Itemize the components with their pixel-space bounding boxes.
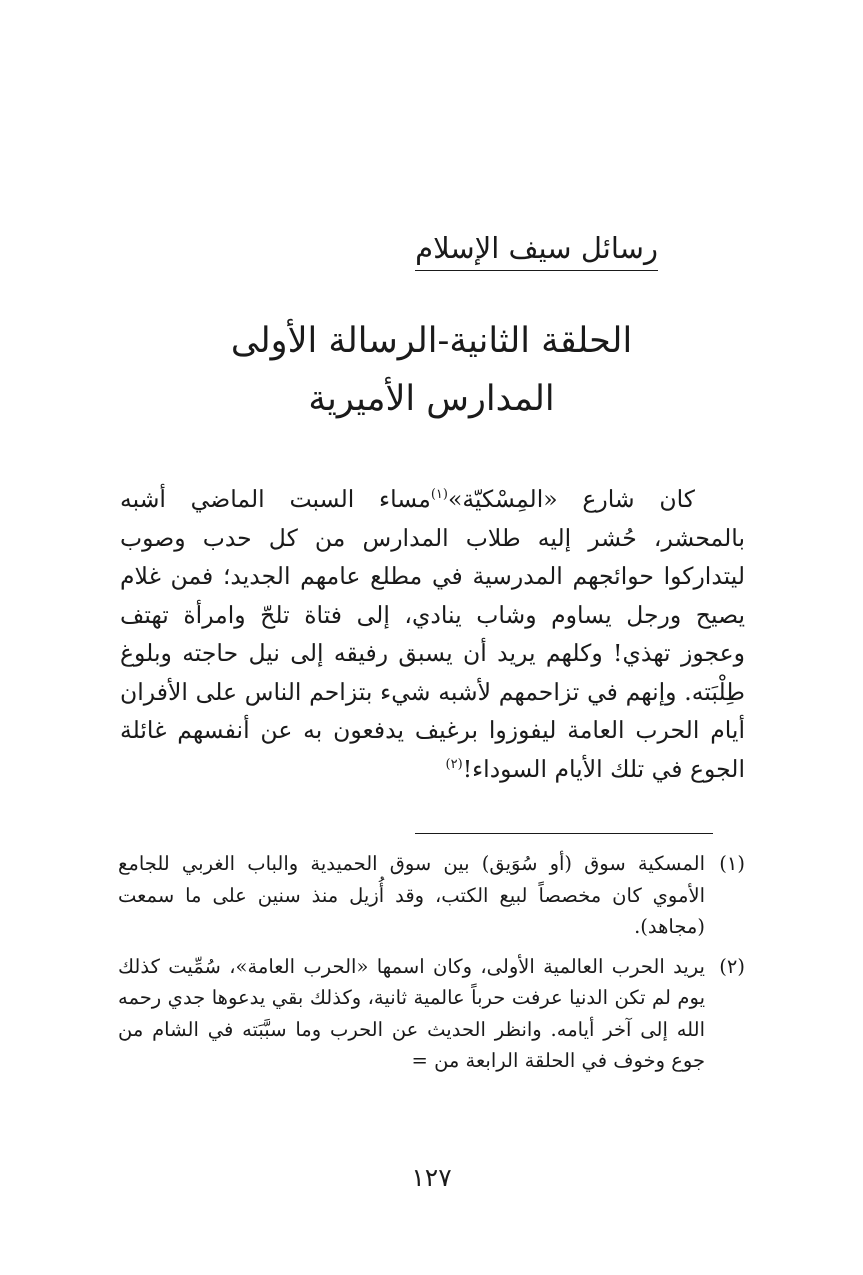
chapter-title-line-1: الحلقة الثانية-الرسالة الأولى [230, 321, 633, 361]
footnote-number: (٢) [719, 954, 745, 978]
footnote-text: المسكية سوق (أو سُوَيق) بين سوق الحميدية والباب الغربي للجامع الأموي كان مخصصاً لبيع الكتب، وقد أُزيل منذ سنين على ما سمعت (مجاهد). [118, 852, 705, 938]
body-text [120, 480, 745, 788]
footnote-2 [118, 951, 745, 1077]
body-text-part-2: مساء السبت الماضي أشبه بالمحشر، حُشر إليه طلاب المدارس من كل حدب وصوب ليتداركوا حوائجهم المدرسية في مطلع عامهم الجديد؛ فمن غلام يصيح ورجل يساوم وشاب ينادي، إلى فتاة تلحّ وامرأة تهتف وعجوز تهذي! وكلهم يريد أن يسبق رفيقه إلى نيل حاجته وبلوغ طِلْبَته. وإنهم في تزاحمهم لأشبه شيء بتزاحم الناس على الأفران أيام الحرب العامة ليفوزوا برغيف يدفعون به عن أنفسهم غائلة الجوع في تلك الأيام السوداء! [120, 485, 745, 783]
footnotes [118, 848, 745, 1085]
footnote-number: (١) [719, 852, 745, 875]
footnote-ref-2: (٢) [445, 756, 463, 772]
page-number: ١٢٧ [411, 1163, 452, 1192]
body-text-part-1: كان شارع «المِسْكيّة» [447, 485, 695, 513]
footnote-ref-1: (١) [430, 487, 448, 503]
footnote-1 [118, 848, 745, 943]
chapter-title [0, 312, 863, 428]
footnote-separator [415, 833, 713, 834]
chapter-title-line-2: المدارس الأميرية [308, 379, 555, 419]
footnote-text: يريد الحرب العالمية الأولى، وكان اسمها «الحرب العامة»، سُمِّيت كذلك يوم لم تكن الدنيا عرفت حرباً عالمية ثانية، وكذلك بقي يدعوها جدي رحمه الله إلى آخر أيامه. وانظر الحديث عن الحرب وما سبَّبَته في الشام من جوع وخوف في الحلقة الرابعة من = [118, 954, 705, 1072]
running-header: رسائل سيف الإسلام [415, 226, 658, 271]
body-paragraph [120, 480, 745, 788]
